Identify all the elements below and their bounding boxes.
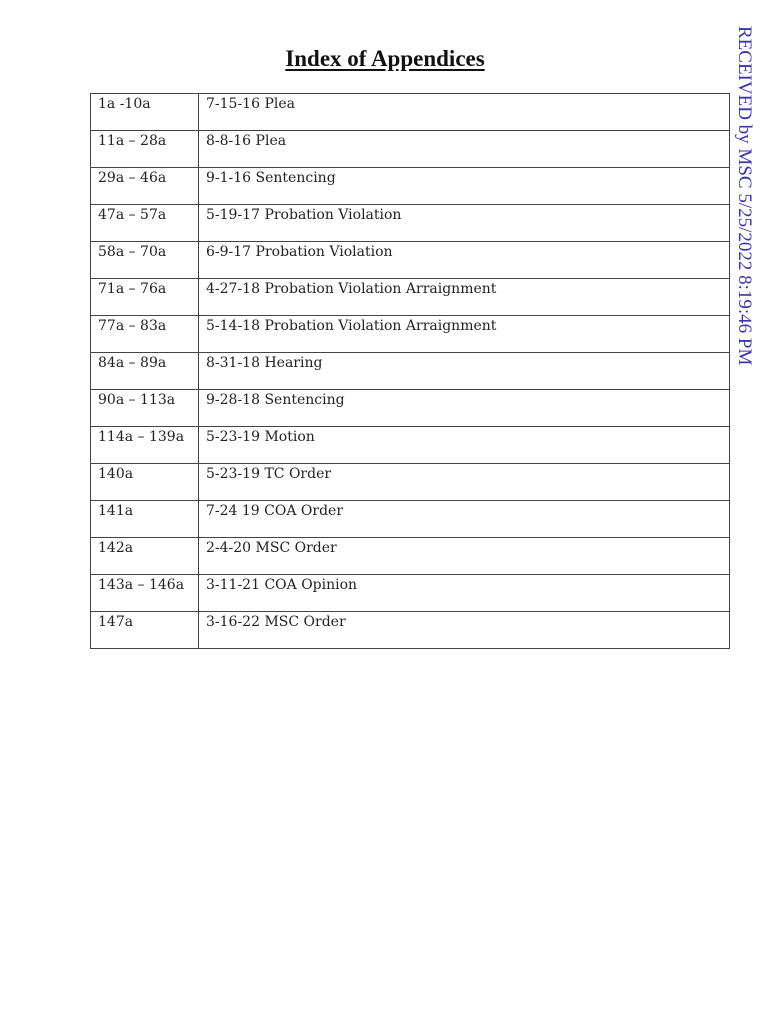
description-cell: 5-19-17 Probation Violation [199,205,730,242]
page-range-cell: 141a [91,501,199,538]
description-cell: 9-28-18 Sentencing [199,390,730,427]
table-row [91,94,730,131]
description-cell: 7-15-16 Plea [199,94,730,131]
page-range-cell: 142a [91,538,199,575]
table-row [91,538,730,575]
table-row [91,612,730,649]
appendix-index-table [90,93,730,649]
table-row [91,316,730,353]
table-row [91,205,730,242]
description-cell: 3-11-21 COA Opinion [199,575,730,612]
table-row [91,464,730,501]
table-row [91,279,730,316]
page-range-cell: 71a – 76a [91,279,199,316]
page-range-cell: 29a – 46a [91,168,199,205]
page-range-cell: 1a -10a [91,94,199,131]
page-range-cell: 147a [91,612,199,649]
description-cell: 6-9-17 Probation Violation [199,242,730,279]
description-cell: 4-27-18 Probation Violation Arraignment [199,279,730,316]
table-row [91,168,730,205]
description-cell: 7-24 19 COA Order [199,501,730,538]
page-range-cell: 90a – 113a [91,390,199,427]
table-row [91,427,730,464]
description-cell: 8-8-16 Plea [199,131,730,168]
description-cell: 5-14-18 Probation Violation Arraignment [199,316,730,353]
table-row [91,390,730,427]
page-range-cell: 58a – 70a [91,242,199,279]
description-cell: 5-23-19 TC Order [199,464,730,501]
received-stamp: RECEIVED by MSC 5/25/2022 8:19:46 PM [734,26,755,366]
table-row [91,501,730,538]
page-range-cell: 47a – 57a [91,205,199,242]
page-range-cell: 11a – 28a [91,131,199,168]
description-cell: 9-1-16 Sentencing [199,168,730,205]
table-row [91,242,730,279]
table-row [91,575,730,612]
description-cell: 2-4-20 MSC Order [199,538,730,575]
page-range-cell: 84a – 89a [91,353,199,390]
description-cell: 3-16-22 MSC Order [199,612,730,649]
page-range-cell: 143a – 146a [91,575,199,612]
page-range-cell: 140a [91,464,199,501]
page-title: Index of Appendices [285,46,485,71]
table-row [91,131,730,168]
table-row [91,353,730,390]
page-range-cell: 114a – 139a [91,427,199,464]
description-cell: 8-31-18 Hearing [199,353,730,390]
page-range-cell: 77a – 83a [91,316,199,353]
description-cell: 5-23-19 Motion [199,427,730,464]
